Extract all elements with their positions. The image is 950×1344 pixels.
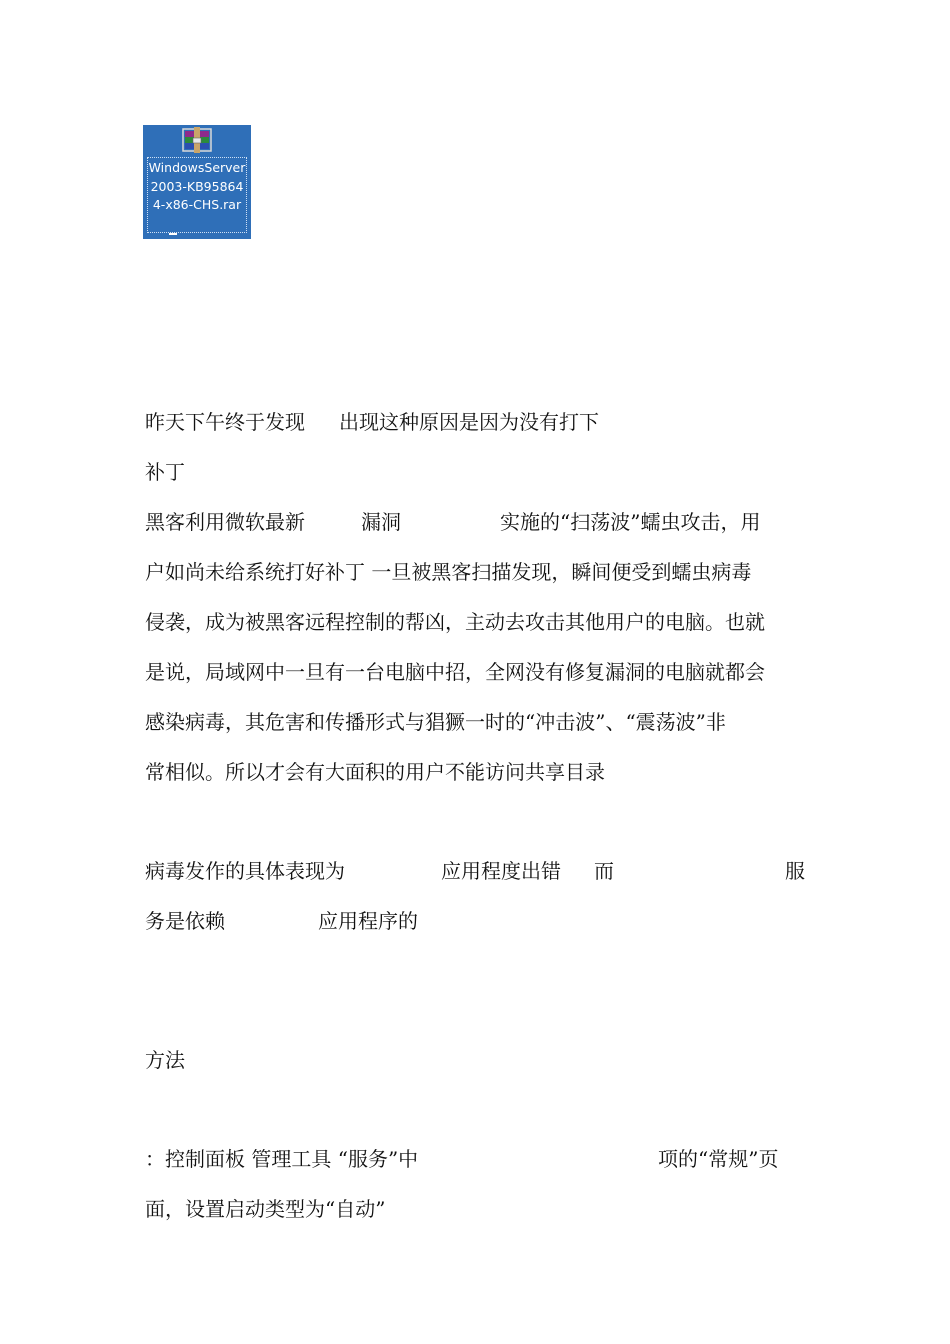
text-segment: 漏洞 — [361, 510, 401, 534]
paragraph-3-line-2 — [145, 908, 545, 934]
paragraph-2-line-3: 侵袭，成为被黑客远程控制的帮凶，主动去攻击其他用户的电脑。也就 — [145, 610, 765, 634]
text-segment: 实施的“扫荡波”蠕虫攻击，用 — [500, 510, 761, 534]
text-segment: 服 — [785, 859, 805, 883]
paragraph-2-line-6: 常相似。所以才会有大面积的用户不能访问共享目录 — [145, 760, 605, 784]
method-heading: 方法 — [145, 1048, 185, 1072]
rar-file-shortcut[interactable] — [143, 125, 251, 239]
paragraph-2-line-4: 是说，局域网中一旦有一台电脑中招，全网没有修复漏洞的电脑就都会 — [145, 660, 765, 684]
text-segment: 应用程序的 — [318, 909, 418, 933]
text-segment: 应用程度出错 — [441, 859, 561, 883]
winrar-archive-icon — [179, 127, 215, 153]
text-segment: 项的“常规”页 — [658, 1147, 779, 1171]
paragraph-2-line-5: 感染病毒，其危害和传播形式与猖獗一时的“冲击波”、“震荡波”非 — [145, 710, 726, 734]
text-segment: 出现这种原因是因为没有打下 — [339, 410, 599, 434]
text-segment: 病毒发作的具体表现为 — [145, 859, 345, 883]
paragraph-4-line-2: 面，设置启动类型为“自动” — [145, 1197, 386, 1221]
paragraph-3-line-1 — [145, 858, 810, 884]
text-segment: ：控制面板 管理工具 “服务”中 — [145, 1147, 419, 1171]
paragraph-2-line-2: 户如尚未给系统打好补丁 一旦被黑客扫描发现，瞬间便受到蠕虫病毒 — [145, 560, 752, 584]
paragraph-4-line-1 — [145, 1146, 810, 1172]
text-segment: 黑客利用微软最新 — [145, 510, 305, 534]
paragraph-1-line-1 — [145, 409, 805, 435]
rar-file-name: WindowsServer2003-KB958644-x86-CHS.rar — [147, 157, 247, 233]
text-segment: 而 — [594, 859, 614, 883]
text-segment: 昨天下午终于发现 — [145, 410, 305, 434]
paragraph-1-line-2: 补丁 — [145, 460, 185, 484]
paragraph-2-line-1 — [145, 509, 810, 535]
text-cursor — [169, 233, 177, 235]
text-segment: 务是依赖 — [145, 909, 225, 933]
